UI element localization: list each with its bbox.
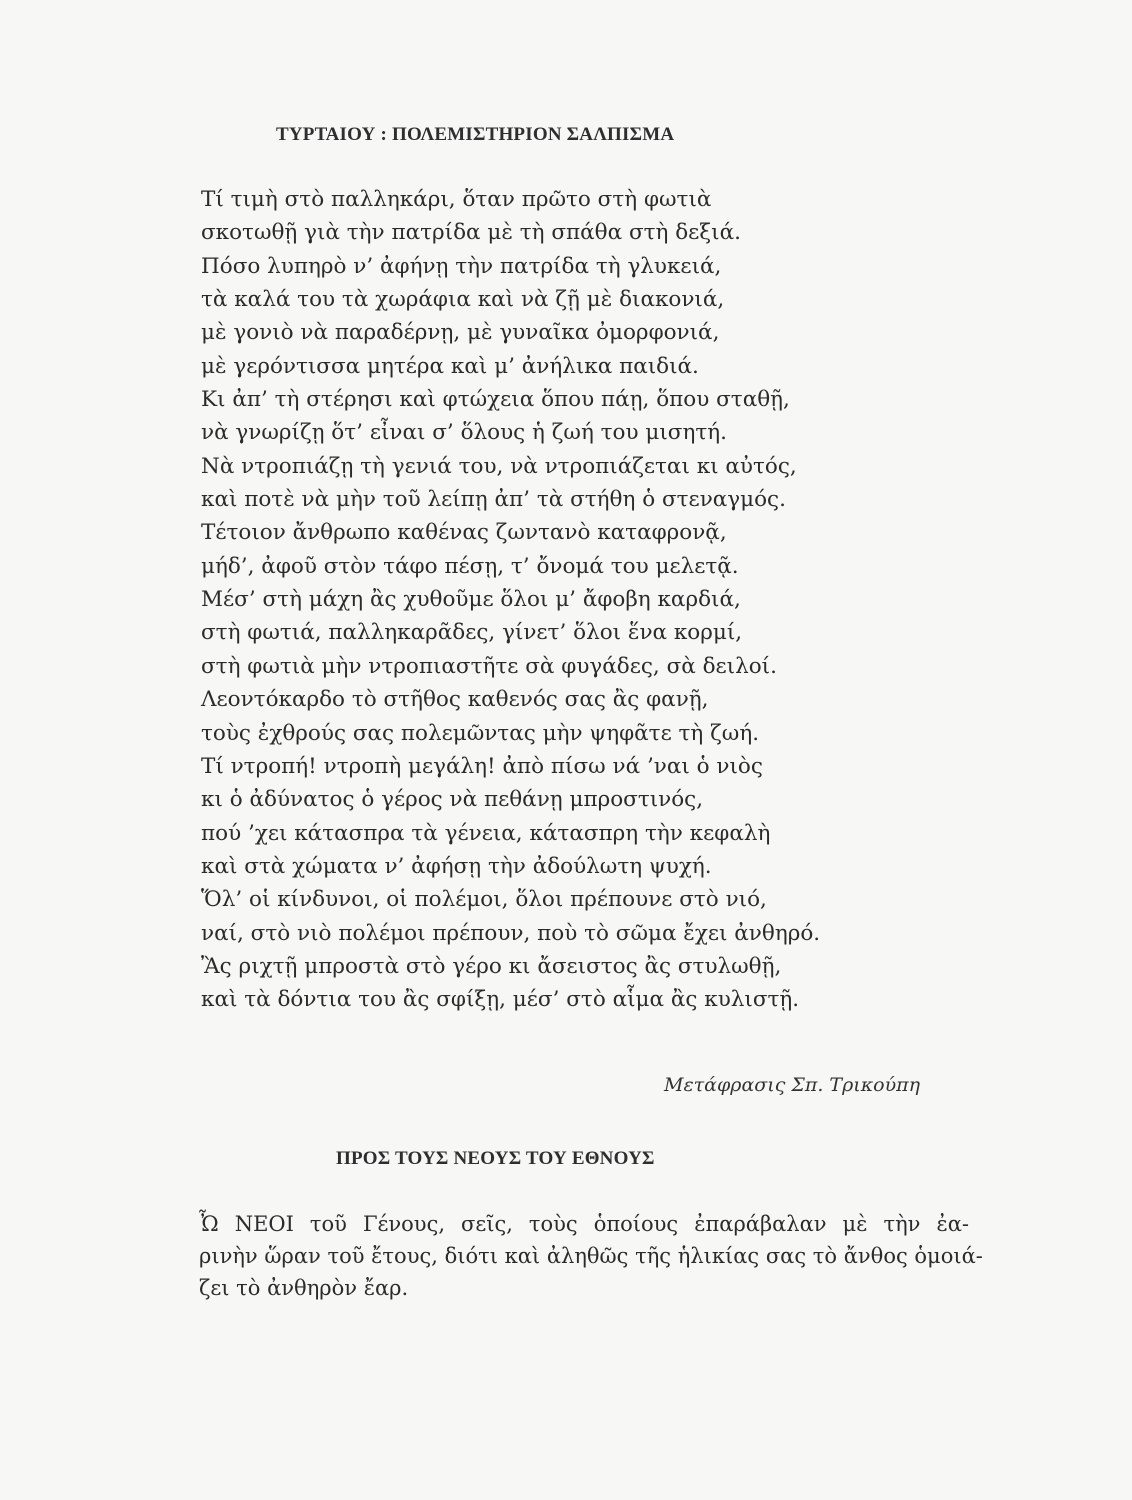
poem-line: τοὺς ἐχθρούς σας πολεμῶντας μὴν ψηφᾶτε τὴ ζωή. [201,720,760,746]
poem-line: καὶ στὰ χώματα ν’ ἀφήσῃ τὴν ἀδούλωτη ψυχή. [201,853,712,879]
poem-line: ναί, στὸ νιὸ πολέμοι πρέπουν, ποὺ τὸ σῶμα ἔχει ἀνθηρό. [201,920,821,946]
poem-line: σκοτωθῇ γιὰ τὴν πατρίδα μὲ τὴ σπάθα στὴ δεξιά. [201,220,741,246]
poem-line: κι ὁ ἀδύνατος ὁ γέρος νὰ πεθάνῃ μπροστινός, [201,787,704,813]
poem-line: μήδ’, ἀφοῦ στὸν τάφο πέσῃ, τ’ ὄνομά του μελετᾷ. [201,553,739,579]
section-title: ΠΡΟΣ ΤΟΥΣ ΝΕΟΥΣ ΤΟΥ ΕΘΝΟΥΣ [336,1148,655,1169]
poem-line: στὴ φωτιά, παλληκαρᾶδες, γίνετ’ ὅλοι ἕνα κορμί, [201,620,743,646]
poem-line: πού ’χει κάτασπρα τὰ γένεια, κάτασπρη τὴν κεφαλὴ [201,820,771,846]
poem-line: Τέτοιον ἄνθρωπο καθένας ζωντανὸ καταφρονᾷ, [201,520,727,546]
poem-line: Τί ντροπή! ντροπὴ μεγάλη! ἀπὸ πίσω νά ’ναι ὁ νιὸς [201,753,763,779]
translation-attribution: Μετάφρασις Σπ. Τρικούπη [664,1074,921,1096]
poem-line: Μέσ’ στὴ μάχη ἂς χυθοῦμε ὅλοι μ’ ἄφοβη καρδιά, [201,587,741,613]
poem-line: Ἂς ριχτῇ μπροστὰ στὸ γέρο κι ἄσειστος ἂς στυλωθῇ, [201,953,782,979]
poem-line: στὴ φωτιὰ μὴν ντροπιαστῆτε σὰ φυγάδες, σὰ δειλοί. [201,653,777,679]
poem-line: τὰ καλά του τὰ χωράφια καὶ νὰ ζῇ μὲ διακονιά, [201,287,725,313]
prose-line: ρινὴν ὥραν τοῦ ἔτους, διότι καὶ ἀληθῶς τῆς ἡλικίας σας τὸ ἄνθος ὁμοιά- [199,1244,983,1268]
poem-line: Τί τιμὴ στὸ παλληκάρι, ὅταν πρῶτο στὴ φωτιὰ [201,187,712,212]
poem-line: μὲ γερόντισσα μητέρα καὶ μ’ ἀνήλικα παιδιά. [201,353,699,379]
prose-paragraph [199,1208,983,1304]
poem-line: Κι ἀπ’ τὴ στέρησι καὶ φτώχεια ὅπου πάῃ, ὅπου σταθῇ, [201,387,790,413]
poem-text [201,183,921,1017]
poem-title: ΤΥΡΤΑΙΟΥ : ΠΟΛΕΜΙΣΤΗΡΙΟΝ ΣΑΛΠΙΣΜΑ [276,124,675,145]
poem-line: Λεοντόκαρδο τὸ στῆθος καθενός σας ἂς φανῇ, [201,687,709,713]
poem-line: καὶ τὰ δόντια του ἂς σφίξῃ, μέσ’ στὸ αἷμα ἂς κυλιστῇ. [201,987,800,1013]
poem-line: νὰ γνωρίζῃ ὅτ’ εἶναι σ’ ὅλους ἡ ζωή του μισητή. [201,420,727,446]
poem-line: καὶ ποτὲ νὰ μὴν τοῦ λείπῃ ἀπ’ τὰ στήθη ὁ στεναγμός. [201,487,786,513]
poem-line: Ὅλ’ οἱ κίνδυνοι, οἱ πολέμοι, ὅλοι πρέπουνε στὸ νιό, [201,887,767,913]
prose-line: ζει τὸ ἀνθηρὸν ἔαρ. [199,1276,409,1300]
prose-line: Ὦ ΝΕΟΙ τοῦ Γένους, σεῖς, τοὺς ὁποίους ἐπαράβαλαν μὲ τὴν ἐα- [199,1212,969,1236]
poem-line: Νὰ ντροπιάζῃ τὴ γενιά του, νὰ ντροπιάζεται κι αὐτός, [201,453,797,479]
poem-line: Πόσο λυπηρὸ ν’ ἀφήνῃ τὴν πατρίδα τὴ γλυκειά, [201,253,722,279]
poem-line: μὲ γονιὸ νὰ παραδέρνῃ, μὲ γυναῖκα ὀμορφονιά, [201,320,720,346]
